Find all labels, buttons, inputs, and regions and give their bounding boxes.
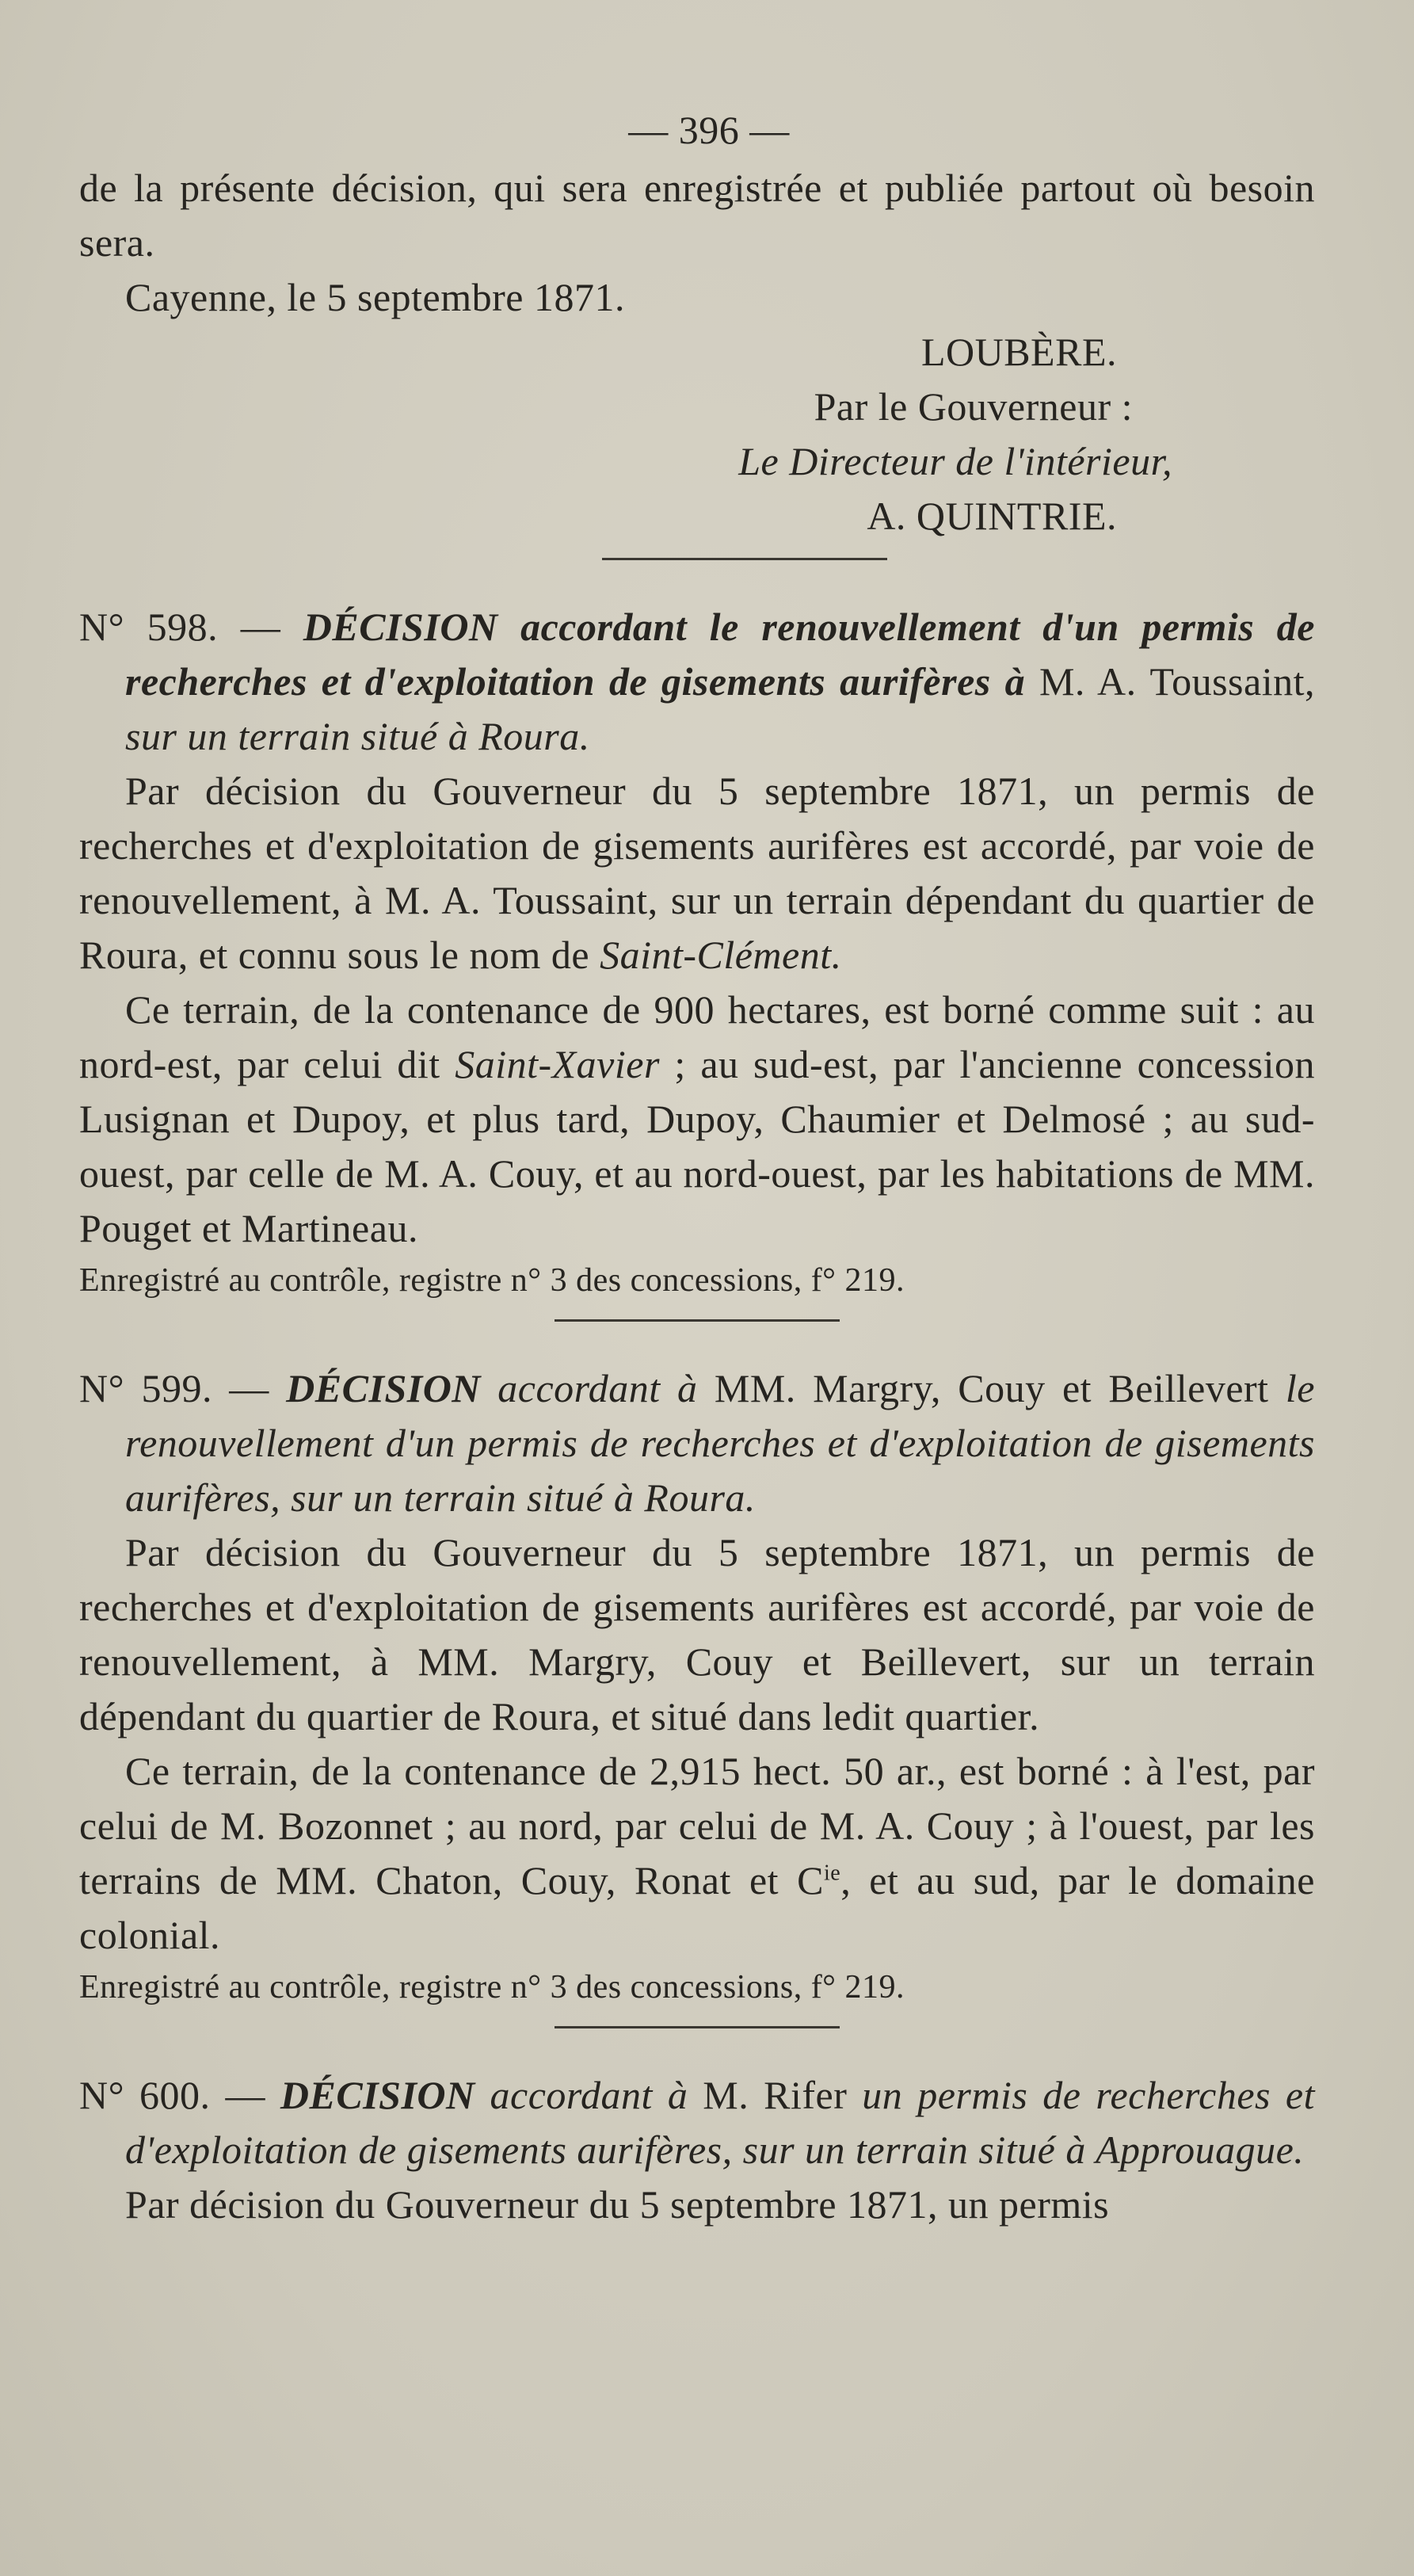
separator-rule <box>602 558 887 560</box>
decision-heading <box>79 1361 1315 1525</box>
decision-paragraph <box>79 764 1315 983</box>
company-suffix: ie <box>823 1860 841 1886</box>
decision-title-end: sur un terrain situé à Roura. <box>125 714 590 758</box>
decision-beneficiary: M. Rifer <box>703 2073 848 2117</box>
decision-paragraph: Par décision du Gouverneur du 5 septembre 1871, un permis de recherches et d'exploitation de gisements aurifères est accordé, par voie de renouvellement, à MM. Margry, Couy et Beillevert, sur un terrain dépendant du quartier de Roura, et situé dans ledit quartier. <box>79 1530 1315 1738</box>
decision-boundaries <box>79 983 1315 1256</box>
separator-rule <box>555 1319 840 1322</box>
decision-boundaries <box>79 1744 1315 1963</box>
decision-keyword: DÉCISION <box>280 2073 475 2117</box>
intro-signer: A. QUINTRIE. <box>867 494 1117 538</box>
registration-note: Enregistré au contrôle, registre n° 3 des concessions, f° 219. <box>79 1969 905 2005</box>
decision-paragraph-text: Par décision du Gouverneur du 5 septembre 1871, un permis de recherches et d'exploitation de gisements aurifères est accordé, par voie de renouvellement, à M. A. Toussaint, sur un terrain dépendant du quartier de Roura, et connu sous le nom de <box>79 769 1315 977</box>
intro-by: Par le Gouverneur : <box>814 384 1133 429</box>
decision-paragraph: Par décision du Gouverneur du 5 septembre 1871, un permis <box>125 2182 1110 2227</box>
decision-598 <box>79 600 1315 1322</box>
registration-note: Enregistré au contrôle, registre n° 3 des concessions, f° 219. <box>79 1262 905 1299</box>
intro-paragraph: de la présente décision, qui sera enregistrée et publiée partout où besoin sera. <box>79 166 1315 265</box>
decision-599 <box>79 1361 1315 2028</box>
decision-boundaries-text: Ce terrain, de la contenance de 2,915 hect. 50 ar., est borné : à l'est, par celui de M. Bozonnet ; au nord, par celui de M. A. Couy ; à l'ouest, par les terrains de MM. Chaton, Couy, Ronat et C <box>79 1749 1315 1902</box>
intro-signature: LOUBÈRE. <box>920 330 1117 374</box>
intro-date: Cayenne, le 5 septembre 1871. <box>125 275 625 319</box>
decision-boundaries-text-end: ; au sud-est, par l'ancienne concession Lusignan et Dupoy, et plus tard, Dupoy, Chaumier et Delmosé ; au sud-ouest, par celle de M. A. Couy, et au nord-ouest, par les habitations de MM. Pouget et Martineau. <box>79 1042 1315 1250</box>
decision-title-end: le renouvellement d'un permis de recherches et d'exploitation de gisements aurifères, sur un terrain situé à Roura. <box>125 1366 1315 1520</box>
decision-keyword: DÉCISION <box>286 1366 481 1410</box>
decision-boundaries-text-end: , et au sud, par le domaine colonial. <box>79 1858 1315 1957</box>
decision-keyword: DÉCISION <box>303 605 498 649</box>
decision-number: N° 598. — <box>79 605 281 649</box>
page-number: — 396 — <box>628 108 790 152</box>
decision-title-part: accordant à <box>480 1366 715 1410</box>
decision-number: N° 600. — <box>79 2073 265 2117</box>
separator-rule <box>555 2026 840 2028</box>
decision-beneficiary: M. A. Toussaint, <box>1039 659 1315 704</box>
decision-600 <box>79 2068 1315 2232</box>
decision-title-end: un permis de recherches et d'exploitation de gisements aurifères, sur un terrain situé à Approuague. <box>125 2073 1315 2172</box>
decision-number: N° 599. — <box>79 1366 269 1410</box>
intro-role: Le Directeur de l'intérieur, <box>738 439 1172 483</box>
decision-title-part: accordant le renouvellement d'un permis de recherches et d'exploitation de gisements aurifères à <box>125 605 1315 704</box>
decision-place-name: Saint-Clément. <box>600 933 842 977</box>
decision-heading <box>79 600 1315 764</box>
page-content <box>79 103 1315 2232</box>
decision-title-part: accordant à <box>475 2073 703 2117</box>
decision-place-name: Saint-Xavier <box>455 1042 660 1086</box>
decision-heading <box>79 2068 1315 2177</box>
decision-beneficiary: MM. Margry, Couy et Beillevert <box>714 1366 1269 1410</box>
decision-boundaries-text: Ce terrain, de la contenance de 900 hectares, est borné comme suit : au nord-est, par celui dit <box>79 987 1315 1086</box>
